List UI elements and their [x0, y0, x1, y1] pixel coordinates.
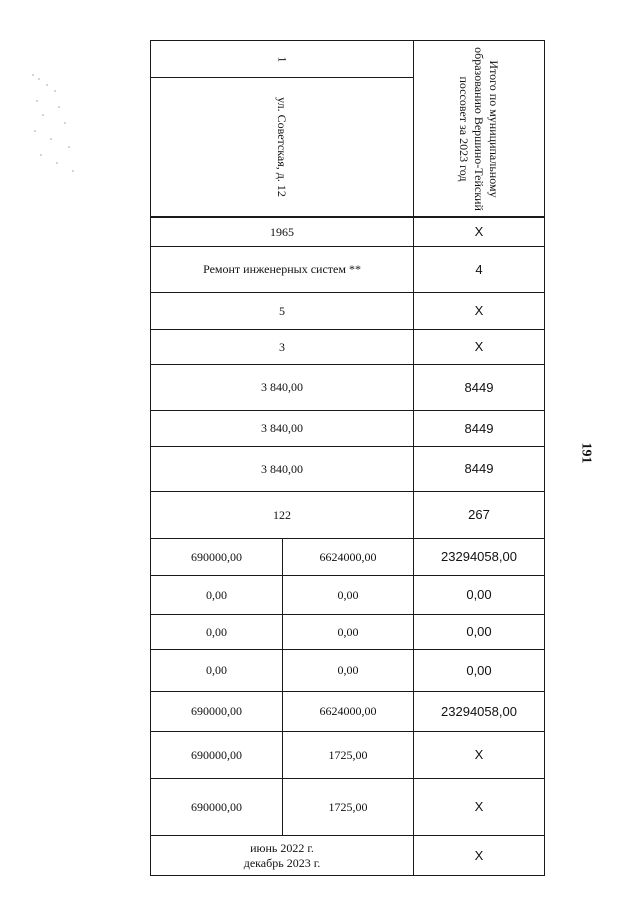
cost-source-4-total-cell-text: 23294058,00 [441, 703, 517, 719]
area-total-total-cell [413, 364, 545, 411]
cost-source-3-value-cell-2 [282, 649, 414, 692]
unit-cost-total-cell-text: X [474, 747, 484, 763]
entrances-total-cell-text: X [474, 339, 484, 355]
floors-value-cell-text: 5 [279, 303, 285, 318]
header-total-label: Итого по муниципальному образованию Вершино-Тейский поссовет за 2023 год [457, 46, 502, 211]
cost-source-1-total-cell [413, 575, 545, 615]
cost-source-4-value-cell-2 [282, 691, 414, 732]
repair-type-value-cell-text: Ремонт инженерных систем ** [203, 262, 361, 277]
cost-total-value-cell-1 [150, 538, 283, 576]
area-living-value-cell-text: 3 840,00 [261, 421, 303, 436]
deadline-value-cell-text: июнь 2022 г. декабрь 2023 г. [243, 841, 321, 870]
cost-total-value-cell-2 [282, 538, 414, 576]
area-total-value-cell [150, 364, 414, 411]
cost-total-total-cell-text: 23294058,00 [441, 549, 517, 565]
unit-cost-value-cell-1 [150, 731, 283, 779]
residents-value-cell [150, 491, 414, 539]
cost-source-4-value-cell-2-text: 6624000,00 [319, 704, 377, 719]
cost-source-2-value-cell-1-text: 0,00 [206, 624, 227, 639]
cost-source-2-value-cell-2-text: 0,00 [337, 624, 359, 639]
cost-source-4-total-cell [413, 691, 545, 732]
floors-total-cell-text: X [474, 303, 484, 319]
repair-type-total-cell [413, 246, 545, 293]
area-owned-total-cell [413, 446, 545, 492]
residents-total-cell-text: 267 [468, 507, 490, 523]
unit-cost-limit-value-cell-1-text: 690000,00 [191, 799, 242, 814]
area-living-total-cell-text: 8449 [464, 420, 494, 436]
header-address: ул. Советская, д. 12 [275, 97, 290, 197]
cost-source-1-value-cell-2-text: 0,00 [337, 587, 359, 602]
cost-source-2-value-cell-2 [282, 614, 414, 650]
unit-cost-limit-value-cell-2-text: 1725,00 [328, 799, 368, 814]
cost-source-2-total-cell [413, 614, 545, 650]
deadline-total-cell-text: X [474, 847, 484, 863]
entrances-value-cell-text: 3 [279, 339, 285, 354]
entrances-value-cell [150, 329, 414, 365]
cost-source-3-value-cell-1-text: 0,00 [206, 663, 227, 678]
cost-total-value-cell-1-text: 690000,00 [191, 549, 242, 564]
unit-cost-value-cell-2 [282, 731, 414, 779]
unit-cost-value-cell-1-text: 690000,00 [191, 747, 242, 762]
cost-total-value-cell-2-text: 6624000,00 [319, 549, 377, 564]
year-value-cell [150, 217, 414, 247]
area-living-value-cell [150, 410, 414, 447]
deadline-total-cell [413, 835, 545, 876]
header-total-cell [413, 40, 545, 217]
floors-total-cell [413, 292, 545, 330]
entrances-total-cell [413, 329, 545, 365]
year-total-cell [413, 217, 545, 247]
header-col-index-cell [150, 40, 414, 78]
area-total-total-cell-text: 8449 [464, 379, 494, 395]
header-address-cell [150, 77, 414, 217]
page-number: 191 [578, 442, 594, 464]
cost-source-1-total-cell-text: 0,00 [466, 587, 492, 603]
area-total-value-cell-text: 3 840,00 [261, 380, 303, 395]
unit-cost-total-cell [413, 731, 545, 779]
cost-source-4-value-cell-1-text: 690000,00 [191, 704, 242, 719]
repair-type-value-cell [150, 246, 414, 293]
deadline-value-cell [150, 835, 414, 876]
residents-total-cell [413, 491, 545, 539]
year-total-cell-text: X [474, 224, 484, 240]
cost-source-2-value-cell-1 [150, 614, 283, 650]
area-owned-value-cell [150, 446, 414, 492]
area-owned-value-cell-text: 3 840,00 [261, 461, 303, 476]
unit-cost-limit-total-cell [413, 778, 545, 836]
unit-cost-limit-value-cell-2 [282, 778, 414, 836]
floors-value-cell [150, 292, 414, 330]
cost-source-3-total-cell-text: 0,00 [466, 662, 492, 678]
unit-cost-limit-total-cell-text: X [474, 799, 484, 815]
unit-cost-limit-value-cell-1 [150, 778, 283, 836]
unit-cost-value-cell-2-text: 1725,00 [328, 747, 368, 762]
scan-artifact [28, 70, 76, 180]
cost-source-2-total-cell-text: 0,00 [466, 624, 492, 640]
cost-source-1-value-cell-1-text: 0,00 [206, 587, 227, 602]
area-owned-total-cell-text: 8449 [464, 461, 494, 477]
cost-source-3-value-cell-2-text: 0,00 [337, 663, 359, 678]
cost-source-1-value-cell-1 [150, 575, 283, 615]
area-living-total-cell [413, 410, 545, 447]
header-col-index: 1 [275, 56, 290, 62]
cost-source-1-value-cell-2 [282, 575, 414, 615]
cost-total-total-cell [413, 538, 545, 576]
year-value-cell-text: 1965 [270, 224, 294, 239]
repair-type-total-cell-text: 4 [475, 261, 483, 277]
residents-value-cell-text: 122 [273, 507, 291, 522]
cost-source-3-total-cell [413, 649, 545, 692]
cost-source-4-value-cell-1 [150, 691, 283, 732]
cost-source-3-value-cell-1 [150, 649, 283, 692]
